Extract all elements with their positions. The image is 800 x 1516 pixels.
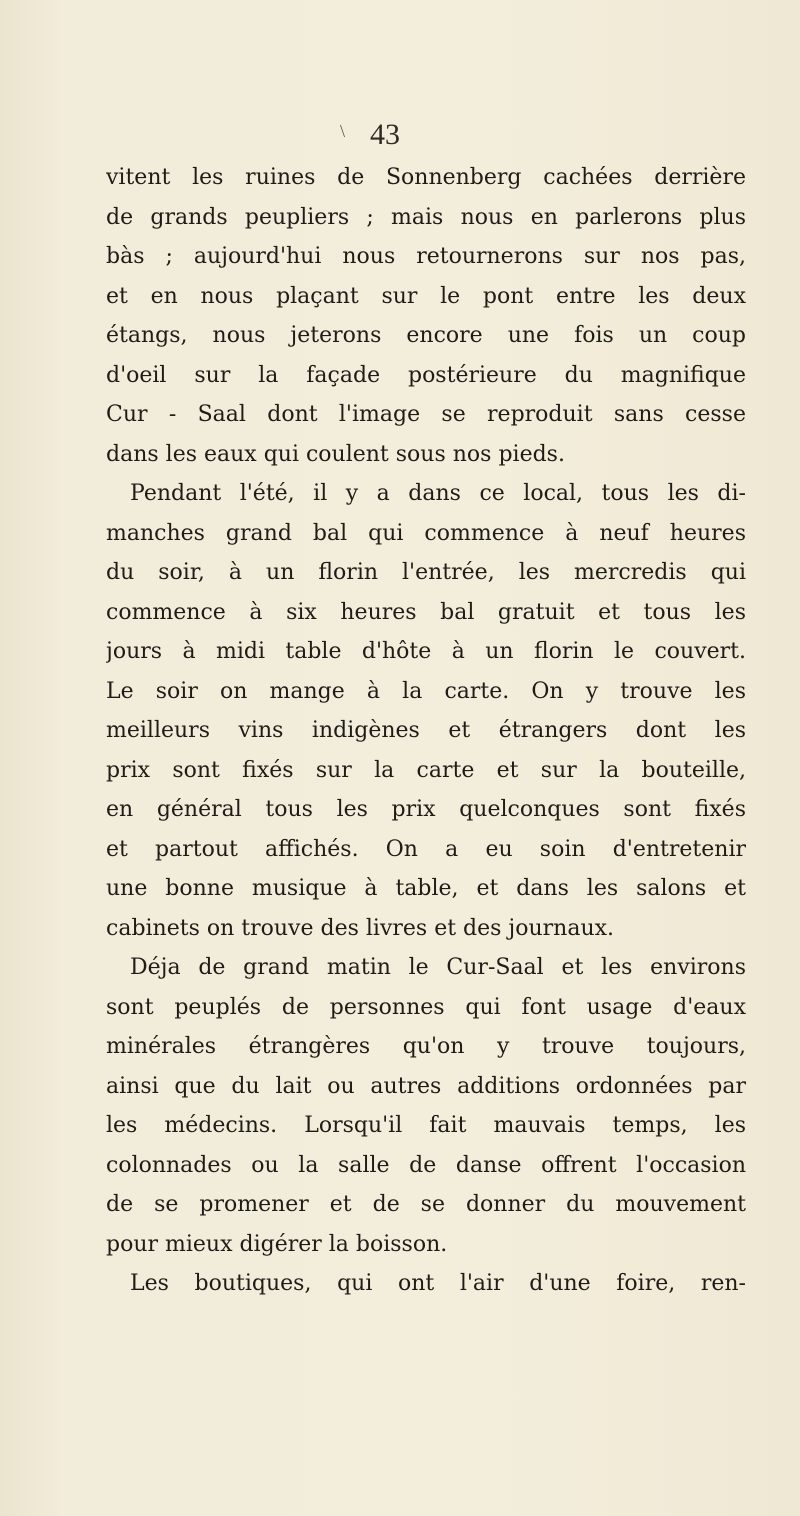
text-line: jours à midi table d'hôte à un florin le couvert. bbox=[106, 639, 746, 664]
text-line: meilleurs vins indigènes et étrangers dont les bbox=[106, 718, 746, 743]
body-text bbox=[106, 158, 746, 1304]
tick-mark: \ bbox=[340, 121, 346, 141]
text-line: sont peuplés de personnes qui font usage d'eaux bbox=[106, 994, 746, 1020]
text-line: Pendant l'été, il y a dans ce local, tous les di- bbox=[130, 481, 746, 506]
text-line: vitent les ruines de Sonnenberg cachées derrière bbox=[106, 165, 746, 190]
text-line: pour mieux digérer la boisson. bbox=[106, 1231, 448, 1257]
text-line: minérales étrangères qu'on y trouve toujours, bbox=[106, 1034, 746, 1059]
text-line: et partout affichés. On a eu soin d'entretenir bbox=[106, 836, 746, 862]
text-line: cabinets on trouve des livres et des journaux. bbox=[106, 915, 615, 941]
text-line: d'oeil sur la façade postérieure du magnifique bbox=[106, 362, 746, 388]
text-line: les médecins. Lorsqu'il fait mauvais temps, les bbox=[106, 1113, 746, 1138]
page-number: 43 bbox=[370, 118, 400, 151]
text-line: étangs, nous jeterons encore une fois un coup bbox=[106, 323, 746, 348]
text-line: Cur - Saal dont l'image se reproduit sans cesse bbox=[106, 402, 746, 427]
text-line: en général tous les prix quelconques sont fixés bbox=[106, 797, 746, 822]
text-line: manches grand bal qui commence à neuf heures bbox=[106, 520, 746, 546]
text-line: du soir, à un florin l'entrée, les mercredis qui bbox=[106, 560, 746, 585]
text-line: ainsi que du lait ou autres additions ordonnées par bbox=[106, 1073, 746, 1099]
text-line: une bonne musique à table, et dans les salons et bbox=[106, 876, 746, 901]
text-line: dans les eaux qui coulent sous nos pieds. bbox=[106, 441, 565, 467]
text-line: commence à six heures bal gratuit et tous les bbox=[106, 599, 746, 625]
text-line: et en nous plaçant sur le pont entre les deux bbox=[106, 283, 746, 309]
text-line: bàs ; aujourd'hui nous retournerons sur nos pas, bbox=[106, 244, 746, 269]
text-line: Déja de grand matin le Cur-Saal et les environs bbox=[130, 955, 746, 980]
text-line: de grands peupliers ; mais nous en parlerons plus bbox=[106, 204, 746, 230]
text-line: de se promener et de se donner du mouvement bbox=[106, 1192, 746, 1217]
text-line: Les boutiques, qui ont l'air d'une foire, ren- bbox=[130, 1271, 746, 1296]
text-line: Le soir on mange à la carte. On y trouve les bbox=[106, 678, 746, 704]
text-line: colonnades ou la salle de danse offrent l'occasion bbox=[106, 1152, 746, 1178]
text-line: prix sont fixés sur la carte et sur la bouteille, bbox=[106, 757, 746, 783]
